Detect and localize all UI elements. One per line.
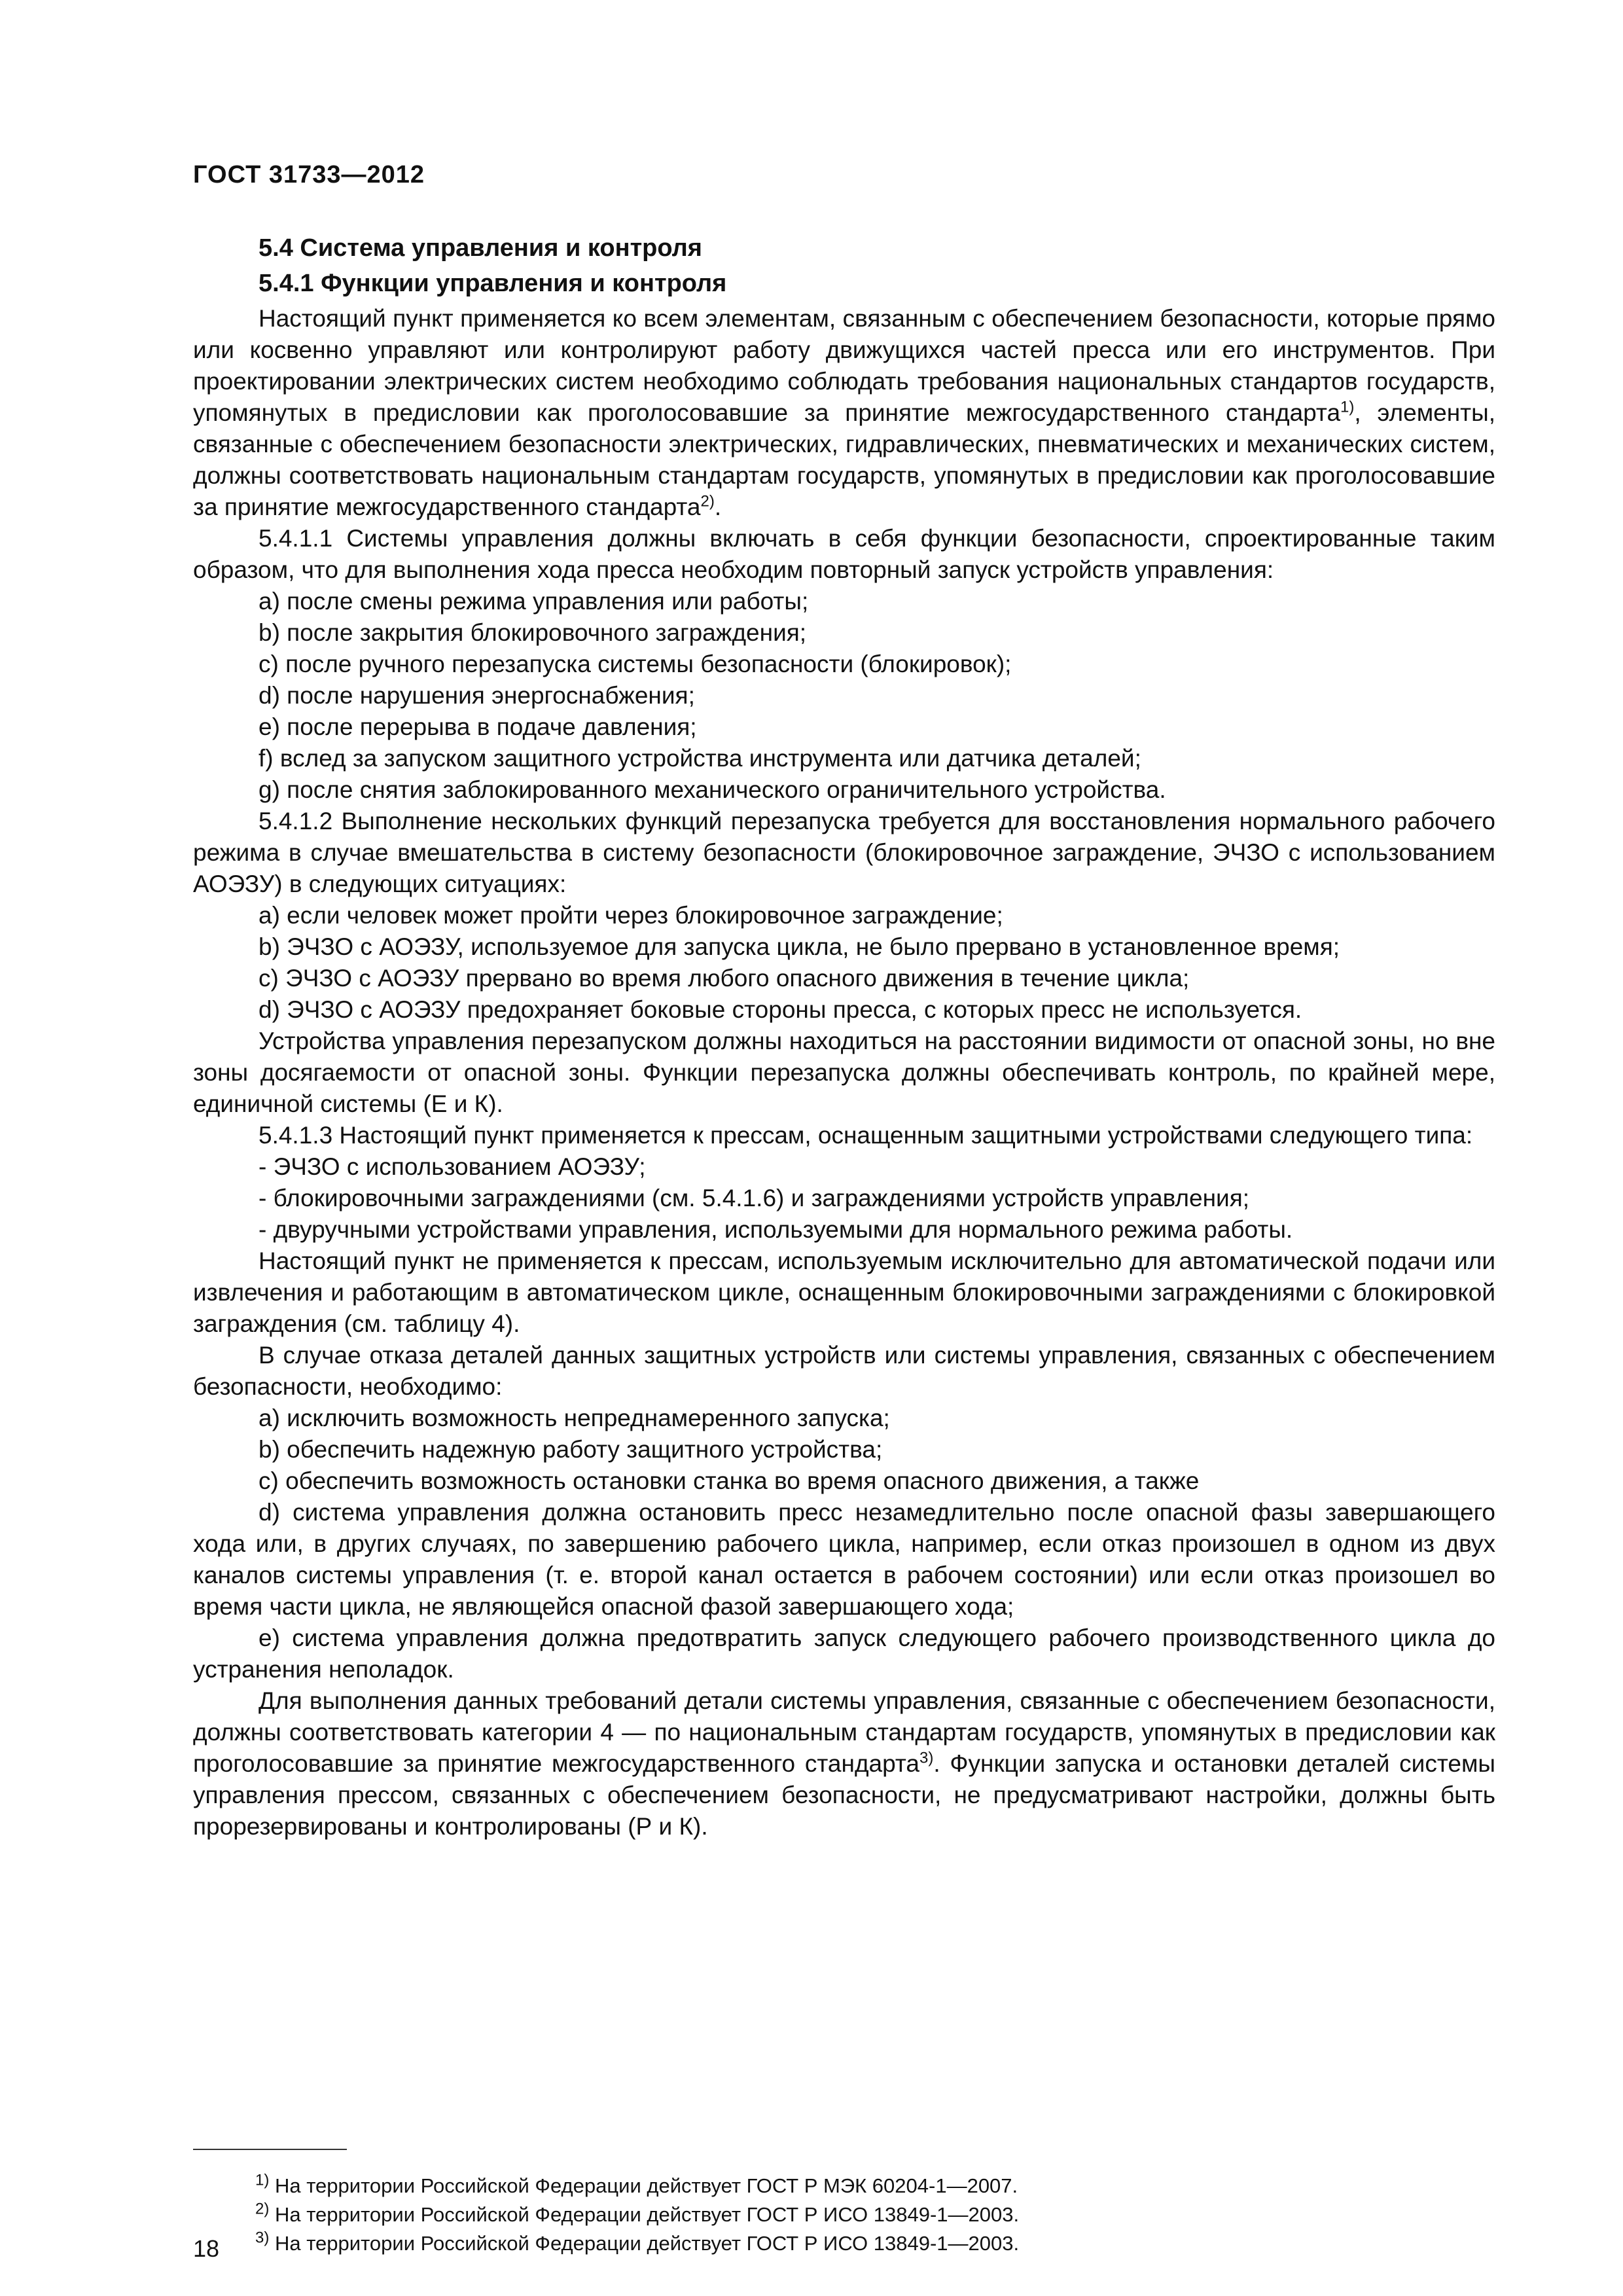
- list-item: с) ЭЧЗО с АОЭЗУ прервано во время любого опасного движения в течение цикла;: [259, 965, 1190, 992]
- footnote: $^{2)}$ На территории Российской Федерации действует ГОСТ Р ИСО 13849-1—2003.: [255, 2200, 1020, 2226]
- list-item: а) исключить возможность непреднамеренного запуска;: [259, 1405, 890, 1431]
- paragraph-5-4-1-3: 5.4.1.3 Настоящий пункт применяется к прессам, оснащенным защитными устройствами следующего типа:: [259, 1122, 1473, 1149]
- paragraph-final: Для выполнения данных требований детали системы управления, связанные с обеспечением безопасности, должны соответствовать категории 4 — по национальным стандартам государств, упомянутых в предисловии как проголосовавшие за принятие межгосударственного стандарта$^{3)}$. Функции запуска и остановки деталей системы управления прессом, связанных с обеспечением безопасности, не предусматривают настройки, должны быть прорезервированы и контролированы (Р и К).: [193, 1687, 1495, 1840]
- list-item: - ЭЧЗО с использованием АОЭЗУ;: [259, 1153, 646, 1180]
- paragraph-5-4-1-2: 5.4.1.2 Выполнение нескольких функций перезапуска требуется для восстановления нормального рабочего режима в случае вмешательства в систему безопасности (блокировочное заграждение, ЭЧЗО с использованием АОЭЗУ) в следующих ситуациях:: [193, 808, 1495, 897]
- list-item: а) если человек может пройти через блокировочное заграждение;: [259, 902, 1003, 929]
- list-item: f) вслед за запуском защитного устройства инструмента или датчика деталей;: [259, 745, 1141, 772]
- paragraph-5-4-1-1: 5.4.1.1 Системы управления должны включать в себя функции безопасности, спроектированные таким образом, что для выполнения хода пресса необходим повторный запуск устройств управления:: [193, 525, 1495, 583]
- list-item: а) после смены режима управления или работы;: [259, 588, 809, 615]
- paragraph-failure: В случае отказа деталей данных защитных устройств или системы управления, связанных с обеспечением безопасности, необходимо:: [193, 1342, 1495, 1400]
- list-item: - блокировочными заграждениями (см. 5.4.1.6) и заграждениями устройств управления;: [259, 1185, 1250, 1211]
- footnote: $^{1)}$ На территории Российской Федерации действует ГОСТ Р МЭК 60204-1—2007.: [255, 2171, 1018, 2197]
- footnote: $^{3)}$ На территории Российской Федерации действует ГОСТ Р ИСО 13849-1—2003.: [255, 2229, 1020, 2255]
- list-item: е) после перерыва в подаче давления;: [259, 713, 697, 740]
- list-item: g) после снятия заблокированного механического ограничительного устройства.: [259, 776, 1166, 803]
- paragraph-intro: Настоящий пункт применяется ко всем элементам, связанным с обеспечением безопасности, которые прямо или косвенно управляют или контролируют работу движущихся частей пресса или его инструментов. При проектировании электрических систем необходимо соблюдать требования национальных стандартов государств, упомянутых в предисловии как проголосовавшие за принятие межгосударственного стандарта$^{1)}$, элементы, связанные с обеспечением безопасности электрических, гидравлических, пневматических и механических систем, должны соответствовать национальным стандартам государств, упомянутых в предисловии как проголосовавшие за принятие межгосударственного стандарта$^{2)}$.: [193, 305, 1495, 520]
- paragraph-restart: Устройства управления перезапуском должны находиться на расстоянии видимости от опасной зоны, но вне зоны досягаемости от опасной зоны. Функции перезапуска должны обеспечивать контроль, по крайней мере, единичной системы (Е и К).: [193, 1028, 1495, 1117]
- paragraph-failure-d: d) система управления должна остановить пресс незамедлительно после опасной фазы завершающего хода или, в других случаях, по завершению рабочего цикла, например, если отказ произошел в одном из двух каналов системы управления (т. е. второй канал остается в рабочем состоянии) или если отказ произошел во время части цикла, не являющейся опасной фазой завершающего хода;: [193, 1499, 1495, 1620]
- footnotes: [255, 2172, 1019, 2258]
- list-item: b) после закрытия блокировочного заграждения;: [259, 619, 807, 646]
- section-heading-5-4: 5.4 Система управления и контроля: [259, 234, 702, 262]
- list-item: d) после нарушения энергоснабжения;: [259, 682, 695, 709]
- section-heading-5-4-1: 5.4.1 Функции управления и контроля: [259, 270, 727, 297]
- document-header: ГОСТ 31733—2012: [193, 161, 425, 188]
- list-item: d) ЭЧЗО с АОЭЗУ предохраняет боковые стороны пресса, с которых пресс не используется.: [259, 996, 1302, 1023]
- page-number: 18: [193, 2235, 220, 2262]
- list-item: с) обеспечить возможность остановки станка во время опасного движения, а также: [259, 1467, 1200, 1494]
- footnote-divider: [193, 2149, 347, 2150]
- footnote-ref-1: 1): [1340, 398, 1355, 416]
- list-item: b) ЭЧЗО с АОЭЗУ, используемое для запуска цикла, не было прервано в установленное время;: [259, 933, 1340, 960]
- list-item: b) обеспечить надежную работу защитного устройства;: [259, 1436, 883, 1463]
- list-item: с) после ручного перезапуска системы безопасности (блокировок);: [259, 651, 1012, 677]
- document-body: [193, 232, 1495, 1842]
- list-item: - двуручными устройствами управления, используемыми для нормального режима работы.: [259, 1216, 1293, 1243]
- footnote-ref-2: 2): [700, 492, 715, 511]
- footnote-ref-3: 3): [919, 1749, 934, 1767]
- paragraph-not-applied: Настоящий пункт не применяется к прессам, используемым исключительно для автоматической подачи или извлечения и работающим в автоматическом цикле, оснащенным блокировочными заграждениями с блокировкой заграждения (см. таблицу 4).: [193, 1247, 1495, 1337]
- paragraph-failure-e: е) система управления должна предотвратить запуск следующего рабочего производственного цикла до устранения неполадок.: [193, 1624, 1495, 1683]
